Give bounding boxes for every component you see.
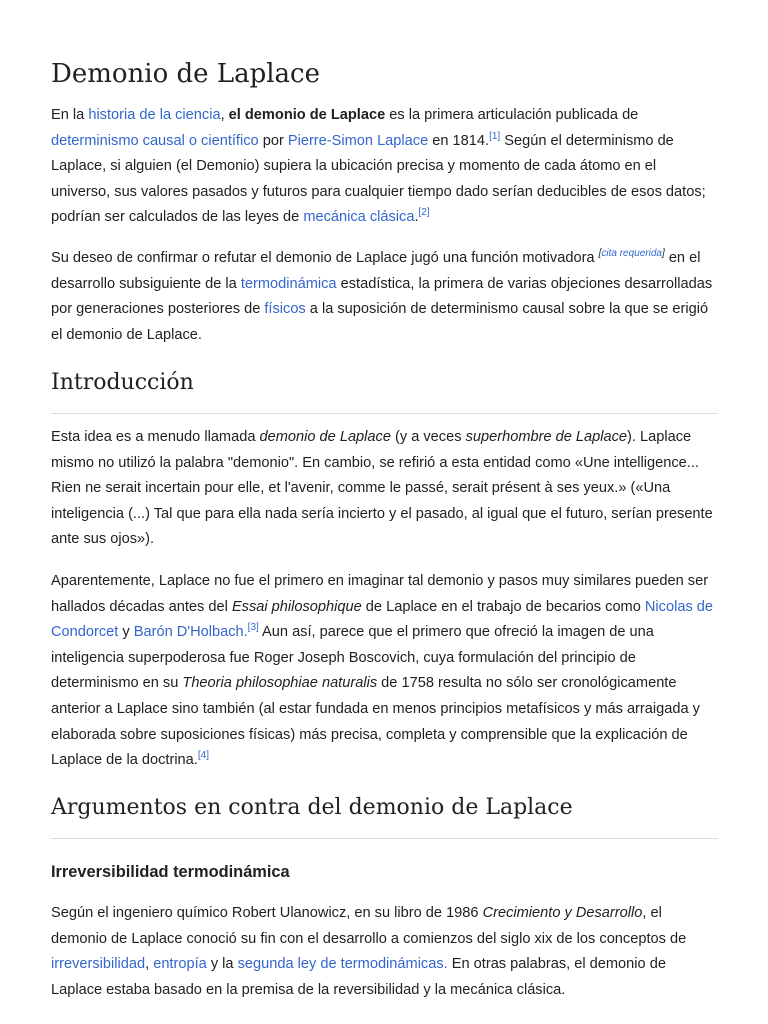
reference-4[interactable]: [4] [197,750,209,762]
link-determinismo-causal[interactable]: determinismo causal o científico [51,132,259,149]
section-heading-introduccion-wrap [51,367,718,414]
subsection-heading-irreversibilidad: Irreversibilidad termodinámica [51,863,290,881]
intro-paragraph-2: Aparentemente, Laplace no fue el primero en imaginar tal demonio y pasos muy similares pueden ser hallados décadas antes del Essai philosophique de Laplace en el trabajo de becarios como Nicolas de Condorcet y Barón D'Holbach.[3] Aun así, parece que el primero que ofreció la imagen de una inteligencia superpoderosa fue Roger Joseph Boscovich, cuya formulación del principio de determinismo en su Theoria philosophiae naturalis de 1758 resulta no sólo ser cronológicamente anterior a Laplace sino también (al estar fundada en menos principios metafísicos y más arraigada y elaborada sobre suposiciones físicas) más precisa, completa y comprensible que la explicación de Laplace de la doctrina.[4] [51,573,714,769]
lead-bold-term: el demonio de Laplace [228,107,386,123]
link-nicolas-de-condorcet[interactable]: Nicolas de Condorcet [51,598,714,641]
reference-2[interactable]: [2] [418,207,430,219]
link-pierre-simon-laplace[interactable]: Pierre-Simon Laplace [287,132,429,149]
citation-needed: [cita requerida] [598,248,665,259]
reference-1[interactable]: [1] [489,130,501,142]
link-entropia[interactable]: entropía [153,956,207,973]
intro-paragraph-1: Esta idea es a menudo llamada demonio de Laplace (y a veces superhombre de Laplace). Laplace mismo no utilizó la palabra "demonio". En cambio, se refirió a esta entidad como «Une intelligence... Rien ne serait incertain pour elle, et l'avenir, comme le passé, serait présent à ses yeux.» («Una inteligencia (...) Tal que para ella nada sería incierto y el pasado, al igual que el futuro, serían presente ante sus ojos»). [51,429,713,548]
link-mecanica-clasica[interactable]: mecánica clásica [303,209,415,226]
args-paragraph-1: Según el ingeniero químico Robert Ulanowicz, en su libro de 1986 Crecimiento y Desarrollo, el demonio de Laplace conoció su fin con el desarrollo a comienzos del siglo xix de los conceptos de irreversibilidad, entropía y la segunda ley de termodinámicas. En otras palabras, el demonio de Laplace estaba basado en la premisa de la reversibilidad y la mecánica clásica. [51,905,687,998]
section-heading-argumentos-wrap [51,792,718,839]
lead-paragraph-1: En la historia de la ciencia, el demonio de Laplace es la primera articulación publicada de determinismo causal o científico por Pierre-Simon Laplace en 1814.[1] Según el determinismo de Laplace, si alguien (el Demonio) supiera la ubicación precisa y momento de cada átomo en el universo, sus valores pasados y futuros para cualquier tiempo dado serían deducibles de esos datos; podrían ser calculados de las leyes de mecánica clásica.[2] [51,107,706,226]
section-heading-argumentos: Argumentos en contra del demonio de Laplace [51,795,573,820]
reference-3[interactable]: [3] [247,622,259,634]
link-fisicos[interactable]: físicos [264,301,306,318]
page-title: Demonio de Laplace [51,59,320,89]
citation-needed-link[interactable]: cita requerida [601,248,662,259]
link-baron-dholbach[interactable]: Barón D'Holbach. [133,624,248,641]
section-heading-introduccion: Introducción [51,370,194,395]
link-historia-de-la-ciencia[interactable]: historia de la ciencia [88,107,221,123]
link-segunda-ley-termodinamicas[interactable]: segunda ley de termodinámicas. [237,956,448,973]
link-termodinamica[interactable]: termodinámica [240,275,337,292]
lead-paragraph-2: Su deseo de confirmar o refutar el demonio de Laplace jugó una función motivadora [cita requerida] en el desarrollo subsiguiente de la termodinámica estadística, la primera de varias objeciones desarrolladas por generaciones posteriores de físicos a la suposición de determinismo causal sobre la que se erigió el demonio de Laplace. [51,248,713,343]
link-irreversibilidad[interactable]: irreversibilidad [51,956,146,973]
